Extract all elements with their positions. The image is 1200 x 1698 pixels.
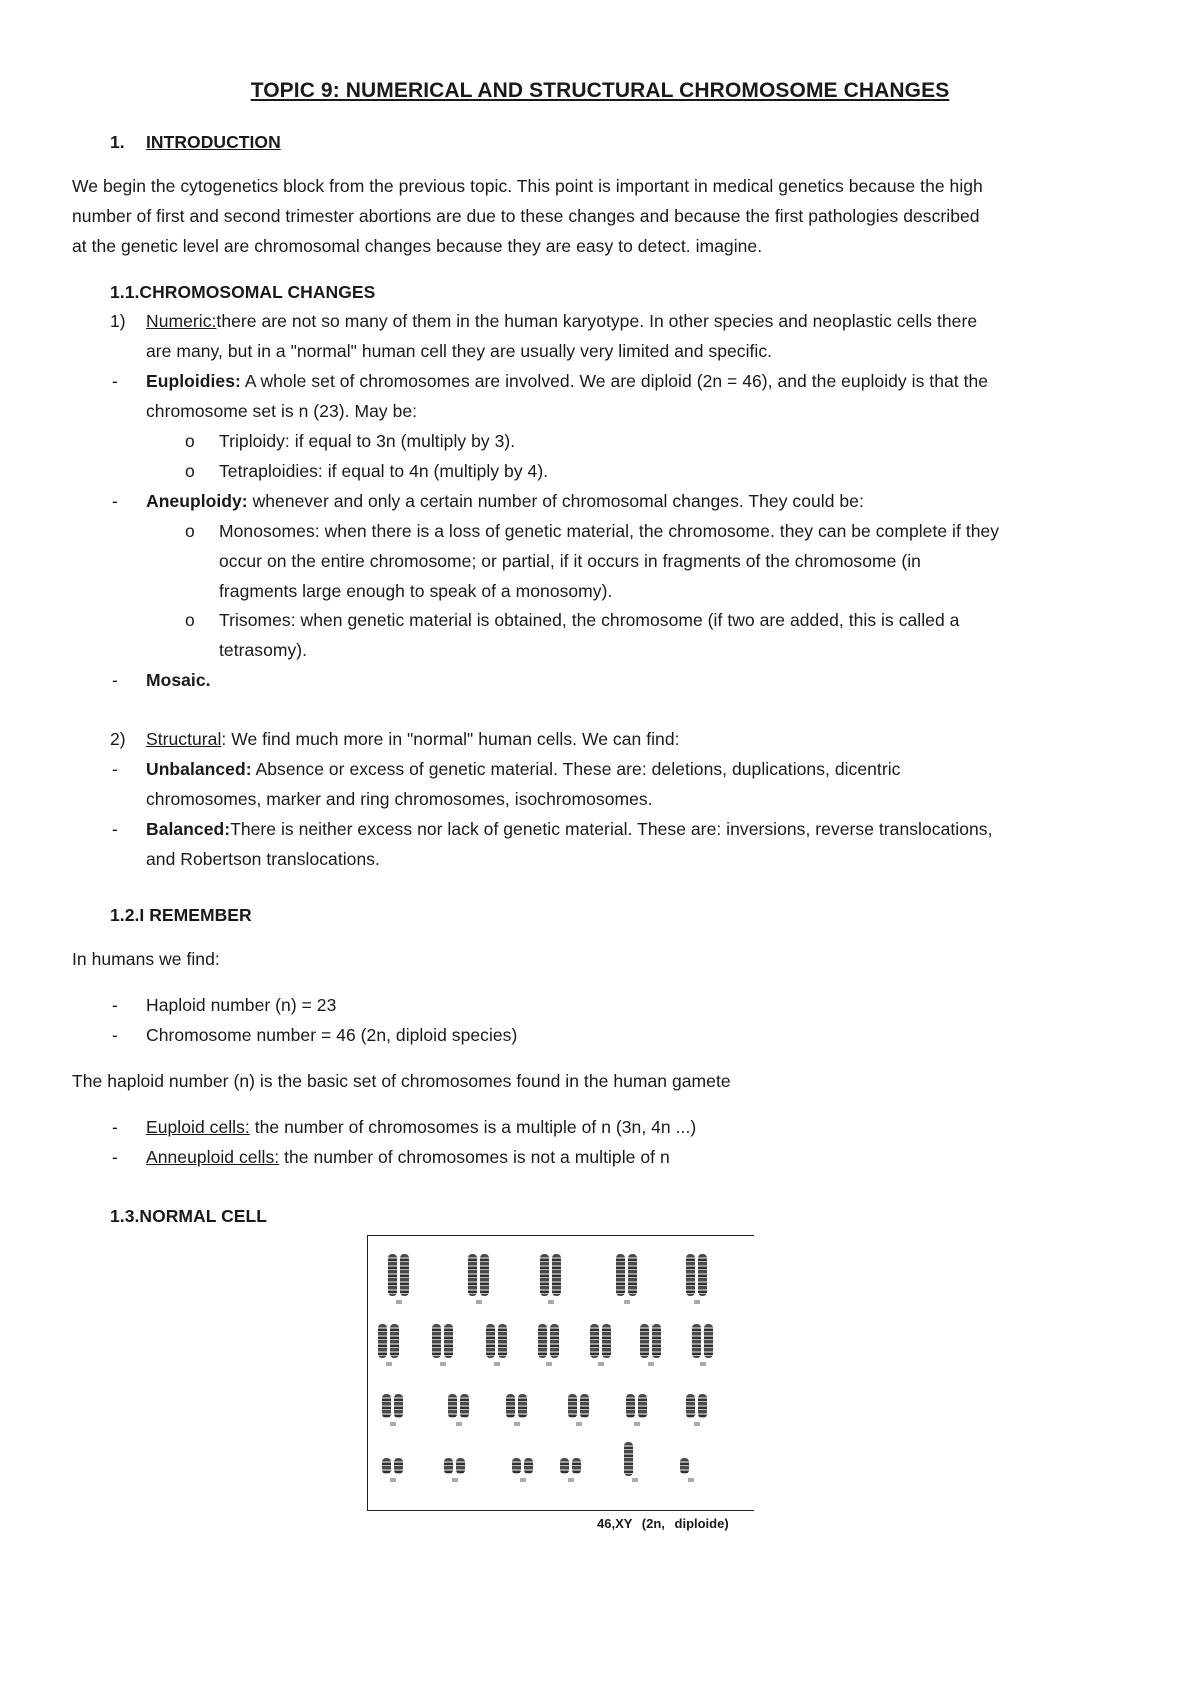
intro-line-3: at the genetic level are chromosomal changes because they are easy to detect. imagine. [72, 236, 763, 256]
page-title: TOPIC 9: NUMERICAL AND STRUCTURAL CHROMOSOME CHANGES [250, 79, 950, 102]
euploid-cells-line [146, 1116, 696, 1138]
aneuploid-cells-label: Anneuploid cells: [146, 1147, 280, 1167]
intro-line-1: We begin the cytogenetics block from the previous topic. This point is important in medical genetics because the high [72, 176, 983, 196]
subsection-heading-remember: 1.2.I REMEMBER [110, 905, 252, 925]
list-marker: o [185, 461, 195, 481]
euploidies-line-1 [146, 370, 988, 392]
unbalanced-label: Unbalanced: [146, 759, 252, 779]
list-item-chromosome-number: Chromosome number = 46 (2n, diploid species) [146, 1025, 518, 1045]
list-marker: - [112, 670, 118, 690]
numeric-label: Numeric: [146, 311, 217, 331]
aneuploid-cells-text: the number of chromosomes is not a multiple of n [279, 1147, 670, 1167]
numeric-text: there are not so many of them in the human karyotype. In other species and neoplastic cells there [216, 311, 978, 331]
trisomes-line-2: tetrasomy). [219, 640, 308, 660]
structural-line [146, 728, 680, 750]
list-item-triploidy: Triploidy: if equal to 3n (multiply by 3). [219, 431, 516, 451]
mosaic-label: Mosaic. [146, 670, 211, 690]
karyotype-image [367, 1235, 754, 1511]
list-marker: 2) [110, 729, 126, 749]
structural-text: : We find much more in "normal" human cells. We can find: [221, 729, 680, 749]
section-heading-introduction: INTRODUCTION [146, 132, 281, 152]
balanced-line-2: and Robertson translocations. [146, 849, 380, 869]
balanced-label: Balanced: [146, 819, 231, 839]
aneuploidy-label: Aneuploidy: [146, 491, 248, 511]
karyotype-caption: 46,XY (2n, diploide) [597, 1516, 729, 1531]
numeric-line-1 [146, 310, 977, 332]
list-marker: - [112, 1147, 118, 1167]
balanced-text: There is neither excess nor lack of genetic material. These are: inversions, reverse translocations, [230, 819, 993, 839]
unbalanced-line-1 [146, 758, 900, 780]
section-number: 1. [110, 132, 125, 152]
euploidies-label: Euploidies: [146, 371, 241, 391]
haploid-text: The haploid number (n) is the basic set of chromosomes found in the human gamete [72, 1071, 731, 1091]
unbalanced-line-2: chromosomes, marker and ring chromosomes, isochromosomes. [146, 789, 653, 809]
monosomes-line-2: occur on the entire chromosome; or partial, if it occurs in fragments of the chromosome (in [219, 551, 921, 571]
euploid-cells-label: Euploid cells: [146, 1117, 250, 1137]
list-marker: - [112, 1117, 118, 1137]
unbalanced-text: Absence or excess of genetic material. These are: deletions, duplications, dicentric [251, 759, 901, 779]
list-marker: o [185, 610, 195, 630]
numeric-line-2: are many, but in a "normal" human cell they are usually very limited and specific. [146, 341, 773, 361]
aneuploidy-line [146, 490, 864, 512]
remember-intro: In humans we find: [72, 949, 220, 969]
list-marker: o [185, 431, 195, 451]
list-marker: 1) [110, 311, 126, 331]
list-marker: - [112, 1025, 118, 1045]
monosomes-line-3: fragments large enough to speak of a monosomy). [219, 581, 613, 601]
trisomes-line-1: Trisomes: when genetic material is obtained, the chromosome (if two are added, this is called a [219, 610, 960, 630]
balanced-line-1 [146, 818, 992, 840]
subsection-heading-normal-cell: 1.3.NORMAL CELL [110, 1206, 267, 1226]
intro-line-2: number of first and second trimester abortions are due to these changes and because the first pathologies described [72, 206, 980, 226]
aneuploid-cells-line [146, 1146, 670, 1168]
list-marker: o [185, 521, 195, 541]
euploidies-text: A whole set of chromosomes are involved. We are diploid (2n = 46), and the euploidy is that the [240, 371, 989, 391]
list-marker: - [112, 491, 118, 511]
euploid-cells-text: the number of chromosomes is a multiple of n (3n, 4n ...) [249, 1117, 697, 1137]
list-marker: - [112, 995, 118, 1015]
list-marker: - [112, 819, 118, 839]
structural-label: Structural [146, 729, 222, 749]
list-item-haploid-number: Haploid number (n) = 23 [146, 995, 337, 1015]
list-marker: - [112, 759, 118, 779]
monosomes-line-1: Monosomes: when there is a loss of genetic material, the chromosome. they can be complete if they [219, 521, 1000, 541]
aneuploidy-text: whenever and only a certain number of chromosomal changes. They could be: [247, 491, 864, 511]
euploidies-line-2: chromosome set is n (23). May be: [146, 401, 418, 421]
subsection-heading-chromosomal-changes: 1.1.CHROMOSOMAL CHANGES [110, 282, 376, 302]
list-marker: - [112, 371, 118, 391]
list-item-tetraploidies: Tetraploidies: if equal to 4n (multiply by 4). [219, 461, 549, 481]
